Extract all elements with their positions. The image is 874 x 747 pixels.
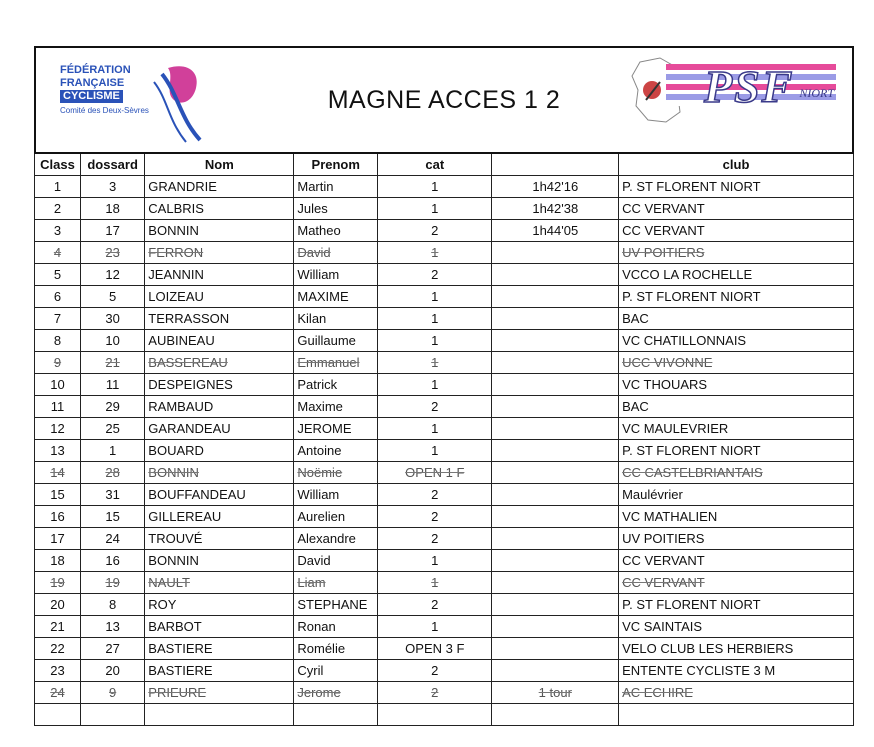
cell-time xyxy=(492,440,619,462)
table-row xyxy=(35,528,854,550)
cell-dossard: 27 xyxy=(80,638,144,660)
cell-club: P. ST FLORENT NIORT xyxy=(619,176,854,198)
cell-club: VC MATHALIEN xyxy=(619,506,854,528)
cell-prenom: MAXIME xyxy=(294,286,378,308)
cell-dossard: 3 xyxy=(80,176,144,198)
cell-club: CC CASTELBRIANTAIS xyxy=(619,462,854,484)
cell-dossard: 5 xyxy=(80,286,144,308)
cell-club: VELO CLUB LES HERBIERS xyxy=(619,638,854,660)
cell-class: 23 xyxy=(35,660,81,682)
cell-club: CC VERVANT xyxy=(619,550,854,572)
cell-dossard: 8 xyxy=(80,594,144,616)
table-row xyxy=(35,462,854,484)
cell-cat: 1 xyxy=(378,242,492,264)
cell-time xyxy=(492,352,619,374)
cell-prenom: Alexandre xyxy=(294,528,378,550)
cell-dossard: 18 xyxy=(80,198,144,220)
cell-club: VCCO LA ROCHELLE xyxy=(619,264,854,286)
cell-time xyxy=(492,308,619,330)
header-dossard: dossard xyxy=(80,153,144,176)
ffc-line1: FÉDÉRATION xyxy=(60,64,131,76)
cell-nom: AUBINEAU xyxy=(145,330,294,352)
cell-club: P. ST FLORENT NIORT xyxy=(619,440,854,462)
cell-prenom: Liam xyxy=(294,572,378,594)
cell-cat: 1 xyxy=(378,308,492,330)
cell-cat: 2 xyxy=(378,594,492,616)
cell-class xyxy=(35,704,81,726)
cell-class: 17 xyxy=(35,528,81,550)
cell-nom: JEANNIN xyxy=(145,264,294,286)
cell-prenom: STEPHANE xyxy=(294,594,378,616)
table-row xyxy=(35,616,854,638)
cell-prenom: Martin xyxy=(294,176,378,198)
cell-club: UV POITIERS xyxy=(619,242,854,264)
cell-dossard: 24 xyxy=(80,528,144,550)
cell-time xyxy=(492,264,619,286)
table-row xyxy=(35,484,854,506)
cell-nom: DESPEIGNES xyxy=(145,374,294,396)
ffc-line4: Comité des Deux-Sèvres xyxy=(60,106,149,115)
cell-cat: 2 xyxy=(378,528,492,550)
cell-class: 19 xyxy=(35,572,81,594)
cell-cat: 2 xyxy=(378,506,492,528)
table-row xyxy=(35,594,854,616)
cell-prenom: Matheo xyxy=(294,220,378,242)
cell-class: 4 xyxy=(35,242,81,264)
cell-time xyxy=(492,616,619,638)
cell-class: 9 xyxy=(35,352,81,374)
cell-nom: BONNIN xyxy=(145,220,294,242)
cell-prenom: Emmanuel xyxy=(294,352,378,374)
cell-dossard: 15 xyxy=(80,506,144,528)
cell-class: 1 xyxy=(35,176,81,198)
cell-cat: 1 xyxy=(378,352,492,374)
cell-dossard: 25 xyxy=(80,418,144,440)
cell-time xyxy=(492,594,619,616)
results-table xyxy=(34,152,854,726)
page-title: MAGNE ACCES 1 2 xyxy=(327,86,561,114)
cell-club: ENTENTE CYCLISTE 3 M xyxy=(619,660,854,682)
cell-time: 1h42'38 xyxy=(492,198,619,220)
cell-time: 1 tour xyxy=(492,682,619,704)
cell-class: 3 xyxy=(35,220,81,242)
cell-nom: FERRON xyxy=(145,242,294,264)
cell-nom: RAMBAUD xyxy=(145,396,294,418)
cell-prenom: JEROME xyxy=(294,418,378,440)
cell-nom: BOUFFANDEAU xyxy=(145,484,294,506)
cell-nom: BOUARD xyxy=(145,440,294,462)
cell-class: 20 xyxy=(35,594,81,616)
cell-club: VC SAINTAIS xyxy=(619,616,854,638)
cell-dossard: 11 xyxy=(80,374,144,396)
cell-dossard xyxy=(80,704,144,726)
cell-cat: 1 xyxy=(378,418,492,440)
cell-class: 16 xyxy=(35,506,81,528)
table-row xyxy=(35,418,854,440)
cell-dossard: 31 xyxy=(80,484,144,506)
cell-dossard: 30 xyxy=(80,308,144,330)
table-row xyxy=(35,550,854,572)
cell-time xyxy=(492,286,619,308)
cell-class: 12 xyxy=(35,418,81,440)
cell-prenom: Aurelien xyxy=(294,506,378,528)
table-row xyxy=(35,330,854,352)
cell-club: VC THOUARS xyxy=(619,374,854,396)
cell-nom: BASTIERE xyxy=(145,660,294,682)
cell-prenom: Kilan xyxy=(294,308,378,330)
table-row xyxy=(35,242,854,264)
cell-cat: 1 xyxy=(378,286,492,308)
header-nom: Nom xyxy=(145,153,294,176)
psf-logo-text: PSF xyxy=(704,61,795,112)
cell-club: CC VERVANT xyxy=(619,198,854,220)
cell-prenom: Jules xyxy=(294,198,378,220)
cell-dossard: 12 xyxy=(80,264,144,286)
cell-prenom: Noëmie xyxy=(294,462,378,484)
table-header-row xyxy=(35,153,854,176)
cell-nom xyxy=(145,704,294,726)
cell-dossard: 16 xyxy=(80,550,144,572)
cell-cat: 2 xyxy=(378,220,492,242)
cell-nom: LOIZEAU xyxy=(145,286,294,308)
cell-club: VC CHATILLONNAIS xyxy=(619,330,854,352)
cell-nom: GARANDEAU xyxy=(145,418,294,440)
cell-class: 18 xyxy=(35,550,81,572)
cell-nom: BONNIN xyxy=(145,462,294,484)
cell-dossard: 13 xyxy=(80,616,144,638)
psf-logo xyxy=(626,56,840,134)
table-row xyxy=(35,704,854,726)
header-class: Class xyxy=(35,153,81,176)
cell-cat: 2 xyxy=(378,484,492,506)
cell-time xyxy=(492,660,619,682)
psf-logo-sub: NIORT xyxy=(799,86,834,100)
cell-cat: 2 xyxy=(378,264,492,286)
cell-dossard: 10 xyxy=(80,330,144,352)
cell-nom: NAULT xyxy=(145,572,294,594)
cell-nom: BASSEREAU xyxy=(145,352,294,374)
table-row xyxy=(35,352,854,374)
cell-dossard: 29 xyxy=(80,396,144,418)
table-row xyxy=(35,220,854,242)
cell-class: 10 xyxy=(35,374,81,396)
cell-time xyxy=(492,330,619,352)
cell-club: AC ECHIRE xyxy=(619,682,854,704)
cell-time xyxy=(492,418,619,440)
cell-nom: PRIEURE xyxy=(145,682,294,704)
cell-nom: ROY xyxy=(145,594,294,616)
cell-club xyxy=(619,704,854,726)
cell-class: 13 xyxy=(35,440,81,462)
cell-cat: 1 xyxy=(378,330,492,352)
cell-class: 14 xyxy=(35,462,81,484)
cell-time xyxy=(492,638,619,660)
cell-cat: OPEN 1 F xyxy=(378,462,492,484)
cell-cat: 2 xyxy=(378,396,492,418)
cell-club: BAC xyxy=(619,396,854,418)
cell-prenom: Romélie xyxy=(294,638,378,660)
cell-club: VC MAULEVRIER xyxy=(619,418,854,440)
cell-time xyxy=(492,484,619,506)
cell-time xyxy=(492,572,619,594)
cell-prenom: Antoine xyxy=(294,440,378,462)
header-club: club xyxy=(619,153,854,176)
cell-cat: 1 xyxy=(378,440,492,462)
table-row xyxy=(35,506,854,528)
cell-class: 2 xyxy=(35,198,81,220)
cell-dossard: 17 xyxy=(80,220,144,242)
results-body xyxy=(35,176,854,726)
cell-prenom: Cyril xyxy=(294,660,378,682)
cell-class: 8 xyxy=(35,330,81,352)
cell-prenom: Guillaume xyxy=(294,330,378,352)
cell-time xyxy=(492,550,619,572)
table-row xyxy=(35,572,854,594)
cell-club: UCC VIVONNE xyxy=(619,352,854,374)
cell-cat: OPEN 3 F xyxy=(378,638,492,660)
cell-nom: BONNIN xyxy=(145,550,294,572)
ffc-line3: CYCLISME xyxy=(60,90,123,103)
cell-dossard: 20 xyxy=(80,660,144,682)
table-row xyxy=(35,374,854,396)
cell-cat: 1 xyxy=(378,572,492,594)
cell-class: 24 xyxy=(35,682,81,704)
cell-prenom: Ronan xyxy=(294,616,378,638)
table-row xyxy=(35,638,854,660)
table-row xyxy=(35,198,854,220)
cell-cat: 1 xyxy=(378,550,492,572)
cell-nom: TERRASSON xyxy=(145,308,294,330)
cell-dossard: 23 xyxy=(80,242,144,264)
cell-dossard: 9 xyxy=(80,682,144,704)
cell-dossard: 1 xyxy=(80,440,144,462)
cell-nom: GRANDRIE xyxy=(145,176,294,198)
cell-club: UV POITIERS xyxy=(619,528,854,550)
cell-prenom: David xyxy=(294,242,378,264)
cell-cat: 1 xyxy=(378,616,492,638)
cell-nom: GILLEREAU xyxy=(145,506,294,528)
cell-time xyxy=(492,242,619,264)
cell-nom: TROUVÉ xyxy=(145,528,294,550)
cell-prenom: Patrick xyxy=(294,374,378,396)
cell-cat: 1 xyxy=(378,198,492,220)
cell-club: CC VERVANT xyxy=(619,572,854,594)
cell-time: 1h42'16 xyxy=(492,176,619,198)
table-row xyxy=(35,660,854,682)
cell-time xyxy=(492,704,619,726)
cell-nom: BASTIERE xyxy=(145,638,294,660)
cell-prenom: William xyxy=(294,264,378,286)
cell-class: 5 xyxy=(35,264,81,286)
cell-prenom xyxy=(294,704,378,726)
cell-club: P. ST FLORENT NIORT xyxy=(619,286,854,308)
cell-dossard: 19 xyxy=(80,572,144,594)
table-row xyxy=(35,176,854,198)
cell-time xyxy=(492,374,619,396)
cell-prenom: Maxime xyxy=(294,396,378,418)
cell-time: 1h44'05 xyxy=(492,220,619,242)
cell-nom: CALBRIS xyxy=(145,198,294,220)
results-sheet xyxy=(34,46,854,728)
sheet-header xyxy=(34,46,854,152)
cell-prenom: Jerome xyxy=(294,682,378,704)
ffc-line2: FRANÇAISE xyxy=(60,77,125,89)
cell-time xyxy=(492,462,619,484)
cell-class: 6 xyxy=(35,286,81,308)
cell-time xyxy=(492,528,619,550)
header-time xyxy=(492,153,619,176)
cell-club: Maulévrier xyxy=(619,484,854,506)
cell-club: P. ST FLORENT NIORT xyxy=(619,594,854,616)
cell-cat xyxy=(378,704,492,726)
cell-class: 11 xyxy=(35,396,81,418)
table-row xyxy=(35,682,854,704)
cell-class: 22 xyxy=(35,638,81,660)
table-row xyxy=(35,396,854,418)
table-row xyxy=(35,440,854,462)
cell-prenom: David xyxy=(294,550,378,572)
header-cat: cat xyxy=(378,153,492,176)
cell-class: 21 xyxy=(35,616,81,638)
cell-time xyxy=(492,396,619,418)
cell-cat: 1 xyxy=(378,374,492,396)
header-prenom: Prenom xyxy=(294,153,378,176)
table-row xyxy=(35,264,854,286)
cell-cat: 1 xyxy=(378,176,492,198)
cell-nom: BARBOT xyxy=(145,616,294,638)
cell-class: 15 xyxy=(35,484,81,506)
cell-dossard: 21 xyxy=(80,352,144,374)
cell-club: CC VERVANT xyxy=(619,220,854,242)
table-row xyxy=(35,286,854,308)
cell-class: 7 xyxy=(35,308,81,330)
cell-cat: 2 xyxy=(378,660,492,682)
cell-prenom: William xyxy=(294,484,378,506)
table-row xyxy=(35,308,854,330)
cell-time xyxy=(492,506,619,528)
cell-dossard: 28 xyxy=(80,462,144,484)
cell-club: BAC xyxy=(619,308,854,330)
cell-cat: 2 xyxy=(378,682,492,704)
